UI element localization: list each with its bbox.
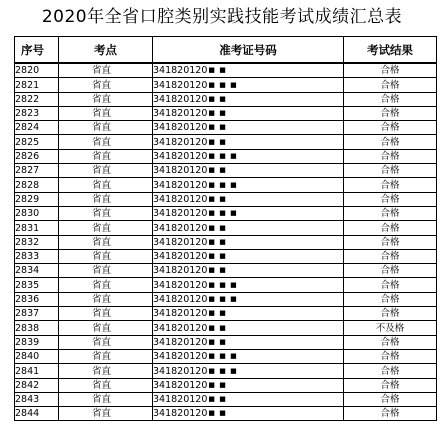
row-result: 合格 <box>344 278 437 292</box>
row-ticket-number: 341820120 <box>153 136 208 148</box>
table-row <box>15 106 437 120</box>
row-ticket-number: 341820120 <box>153 236 208 248</box>
redaction-mask: ■ ■ <box>208 266 227 275</box>
row-site-cell <box>59 135 153 149</box>
row-result: 合格 <box>344 349 437 363</box>
row-ticket-cell <box>153 307 344 321</box>
row-site-cell <box>59 278 153 292</box>
table-row <box>15 378 437 392</box>
row-site-cell <box>59 178 153 192</box>
row-site-cell <box>59 206 153 220</box>
row-result: 合格 <box>344 364 437 378</box>
row-site: 省直 <box>91 265 111 277</box>
table-row <box>15 92 437 106</box>
header-row <box>15 37 437 64</box>
table-row <box>15 235 437 249</box>
row-site-cell <box>59 121 153 135</box>
row-site: 省直 <box>91 193 111 205</box>
row-seq: 2842 <box>15 378 59 392</box>
row-site-cell <box>59 321 153 335</box>
row-ticket-cell <box>153 192 344 206</box>
row-ticket-number: 341820120 <box>153 265 208 277</box>
row-ticket-cell <box>153 121 344 135</box>
row-ticket-number: 341820120 <box>153 408 208 420</box>
redaction-mask: ■ ■ ■ <box>208 80 238 89</box>
row-site: 省直 <box>91 93 111 105</box>
row-site: 省直 <box>91 351 111 363</box>
row-seq: 2831 <box>15 221 59 235</box>
row-site-cell <box>59 221 153 235</box>
row-result: 合格 <box>344 235 437 249</box>
row-result: 合格 <box>344 149 437 163</box>
row-ticket-cell <box>153 278 344 292</box>
row-ticket-number: 341820120 <box>153 279 208 291</box>
row-ticket-cell <box>153 321 344 335</box>
table-row <box>15 192 437 206</box>
row-seq: 2822 <box>15 92 59 106</box>
redaction-mask: ■ ■ <box>208 337 227 346</box>
row-site-cell <box>59 249 153 263</box>
row-seq: 2825 <box>15 135 59 149</box>
table-row <box>15 249 437 263</box>
row-result: 合格 <box>344 221 437 235</box>
row-ticket-cell <box>153 264 344 278</box>
row-ticket-cell <box>153 178 344 192</box>
row-result: 不及格 <box>344 321 437 335</box>
row-ticket-number: 341820120 <box>153 179 208 191</box>
row-site-cell <box>59 92 153 106</box>
row-ticket-cell <box>153 78 344 92</box>
row-result: 合格 <box>344 63 437 78</box>
redaction-mask: ■ ■ <box>208 252 227 261</box>
table-row <box>15 121 437 135</box>
row-ticket-number: 341820120 <box>153 336 208 348</box>
row-site-cell <box>59 78 153 92</box>
redaction-mask: ■ ■ ■ <box>208 352 238 361</box>
row-site-cell <box>59 407 153 421</box>
row-result: 合格 <box>344 335 437 349</box>
table-row <box>15 264 437 278</box>
row-site-cell <box>59 307 153 321</box>
row-site-cell <box>59 63 153 78</box>
row-seq: 2836 <box>15 292 59 306</box>
row-site-cell <box>59 292 153 306</box>
row-seq: 2834 <box>15 264 59 278</box>
row-result: 合格 <box>344 78 437 92</box>
row-seq: 2827 <box>15 164 59 178</box>
redaction-mask: ■ ■ <box>208 323 227 332</box>
row-site: 省直 <box>91 222 111 234</box>
row-ticket-number: 341820120 <box>153 365 208 377</box>
row-seq: 2840 <box>15 349 59 363</box>
redaction-mask: ■ ■ ■ <box>208 209 238 218</box>
row-site-cell <box>59 164 153 178</box>
page-title: 2020年全省口腔类别实践技能考试成绩汇总表 <box>41 7 403 27</box>
row-site-cell <box>59 364 153 378</box>
row-ticket-cell <box>153 349 344 363</box>
redaction-mask: ■ ■ <box>208 94 227 103</box>
table-row <box>15 392 437 406</box>
row-ticket-number: 341820120 <box>153 294 208 306</box>
row-seq: 2830 <box>15 206 59 220</box>
row-ticket-number: 341820120 <box>153 322 208 334</box>
row-seq: 2843 <box>15 392 59 406</box>
row-ticket-number: 341820120 <box>153 165 208 177</box>
row-site-cell <box>59 106 153 120</box>
table-row <box>15 307 437 321</box>
redaction-mask: ■ ■ ■ <box>208 280 238 289</box>
table-row <box>15 407 437 421</box>
redaction-mask: ■ ■ <box>208 66 227 75</box>
column-header-result: 考试结果 <box>344 37 437 64</box>
row-ticket-number: 341820120 <box>153 208 208 220</box>
row-site: 省直 <box>91 394 111 406</box>
redaction-mask: ■ ■ <box>208 380 227 389</box>
row-ticket-number: 341820120 <box>153 193 208 205</box>
redaction-mask: ■ ■ ■ <box>208 295 238 304</box>
column-header-seq: 序号 <box>15 37 59 64</box>
row-site: 省直 <box>91 79 111 91</box>
row-ticket-number: 341820120 <box>153 93 208 105</box>
redaction-mask: ■ ■ ■ <box>208 366 238 375</box>
redaction-mask: ■ ■ <box>208 123 227 132</box>
redaction-mask: ■ ■ ■ <box>208 152 238 161</box>
row-ticket-cell <box>153 63 344 78</box>
table-row <box>15 335 437 349</box>
table-row <box>15 321 437 335</box>
row-site: 省直 <box>91 122 111 134</box>
row-site: 省直 <box>91 308 111 320</box>
row-ticket-cell <box>153 378 344 392</box>
row-result: 合格 <box>344 378 437 392</box>
row-ticket-cell <box>153 235 344 249</box>
redaction-mask: ■ ■ <box>208 309 227 318</box>
row-result: 合格 <box>344 192 437 206</box>
row-ticket-number: 341820120 <box>153 222 208 234</box>
row-ticket-cell <box>153 92 344 106</box>
table-row <box>15 78 437 92</box>
row-result: 合格 <box>344 249 437 263</box>
table-row <box>15 278 437 292</box>
table-row <box>15 206 437 220</box>
row-seq: 2820 <box>15 63 59 78</box>
row-site-cell <box>59 349 153 363</box>
redaction-mask: ■ ■ ■ <box>208 180 238 189</box>
row-site: 省直 <box>91 208 111 220</box>
table-body <box>15 63 437 421</box>
row-site-cell <box>59 378 153 392</box>
row-site: 省直 <box>91 136 111 148</box>
row-ticket-number: 341820120 <box>153 122 208 134</box>
row-site: 省直 <box>91 251 111 263</box>
row-seq: 2833 <box>15 249 59 263</box>
row-result: 合格 <box>344 392 437 406</box>
row-ticket-number: 341820120 <box>153 394 208 406</box>
row-seq: 2826 <box>15 149 59 163</box>
row-seq: 2829 <box>15 192 59 206</box>
row-ticket-cell <box>153 249 344 263</box>
results-table <box>14 36 437 421</box>
row-result: 合格 <box>344 92 437 106</box>
row-result: 合格 <box>344 264 437 278</box>
row-site: 省直 <box>91 294 111 306</box>
row-site: 省直 <box>91 408 111 420</box>
row-result: 合格 <box>344 307 437 321</box>
row-ticket-cell <box>153 221 344 235</box>
row-ticket-cell <box>153 106 344 120</box>
row-result: 合格 <box>344 106 437 120</box>
row-ticket-number: 341820120 <box>153 151 208 163</box>
table-row <box>15 63 437 78</box>
column-header-ticket: 准考证号码 <box>153 37 344 64</box>
row-ticket-cell <box>153 135 344 149</box>
row-site-cell <box>59 149 153 163</box>
row-seq: 2844 <box>15 407 59 421</box>
row-site: 省直 <box>91 379 111 391</box>
row-site: 省直 <box>91 151 111 163</box>
row-ticket-cell <box>153 149 344 163</box>
row-ticket-number: 341820120 <box>153 108 208 120</box>
row-seq: 2837 <box>15 307 59 321</box>
row-site: 省直 <box>91 365 111 377</box>
row-result: 合格 <box>344 206 437 220</box>
row-seq: 2824 <box>15 121 59 135</box>
row-site: 省直 <box>91 65 111 77</box>
row-site-cell <box>59 392 153 406</box>
row-ticket-cell <box>153 164 344 178</box>
redaction-mask: ■ ■ <box>208 194 227 203</box>
row-site: 省直 <box>91 336 111 348</box>
row-ticket-number: 341820120 <box>153 308 208 320</box>
row-ticket-cell <box>153 335 344 349</box>
column-header-site: 考点 <box>59 37 153 64</box>
row-seq: 2823 <box>15 106 59 120</box>
row-site: 省直 <box>91 165 111 177</box>
row-ticket-number: 341820120 <box>153 251 208 263</box>
redaction-mask: ■ ■ <box>208 395 227 404</box>
row-ticket-number: 341820120 <box>153 79 208 91</box>
table-row <box>15 292 437 306</box>
row-seq: 2828 <box>15 178 59 192</box>
table-row <box>15 149 437 163</box>
row-ticket-number: 341820120 <box>153 351 208 363</box>
row-result: 合格 <box>344 164 437 178</box>
row-result: 合格 <box>344 121 437 135</box>
table-row <box>15 178 437 192</box>
row-site: 省直 <box>91 279 111 291</box>
table-row <box>15 221 437 235</box>
table-row <box>15 349 437 363</box>
row-site-cell <box>59 264 153 278</box>
redaction-mask: ■ ■ <box>208 237 227 246</box>
row-site-cell <box>59 335 153 349</box>
row-seq: 2839 <box>15 335 59 349</box>
row-result: 合格 <box>344 407 437 421</box>
row-ticket-number: 341820120 <box>153 65 208 77</box>
row-ticket-cell <box>153 292 344 306</box>
table-row <box>15 364 437 378</box>
redaction-mask: ■ ■ <box>208 109 227 118</box>
row-site: 省直 <box>91 179 111 191</box>
redaction-mask: ■ ■ <box>208 223 227 232</box>
row-seq: 2838 <box>15 321 59 335</box>
row-ticket-cell <box>153 206 344 220</box>
row-site-cell <box>59 235 153 249</box>
row-site: 省直 <box>91 108 111 120</box>
row-ticket-number: 341820120 <box>153 379 208 391</box>
redaction-mask: ■ ■ <box>208 409 227 418</box>
row-ticket-cell <box>153 392 344 406</box>
row-seq: 2835 <box>15 278 59 292</box>
row-ticket-cell <box>153 407 344 421</box>
row-seq: 2841 <box>15 364 59 378</box>
table-row <box>15 164 437 178</box>
row-result: 合格 <box>344 178 437 192</box>
row-site: 省直 <box>91 236 111 248</box>
row-ticket-cell <box>153 364 344 378</box>
redaction-mask: ■ ■ <box>208 166 227 175</box>
row-seq: 2832 <box>15 235 59 249</box>
table-row <box>15 135 437 149</box>
redaction-mask: ■ ■ <box>208 137 227 146</box>
row-site-cell <box>59 192 153 206</box>
row-result: 合格 <box>344 292 437 306</box>
row-site: 省直 <box>91 322 111 334</box>
row-seq: 2821 <box>15 78 59 92</box>
row-result: 合格 <box>344 135 437 149</box>
